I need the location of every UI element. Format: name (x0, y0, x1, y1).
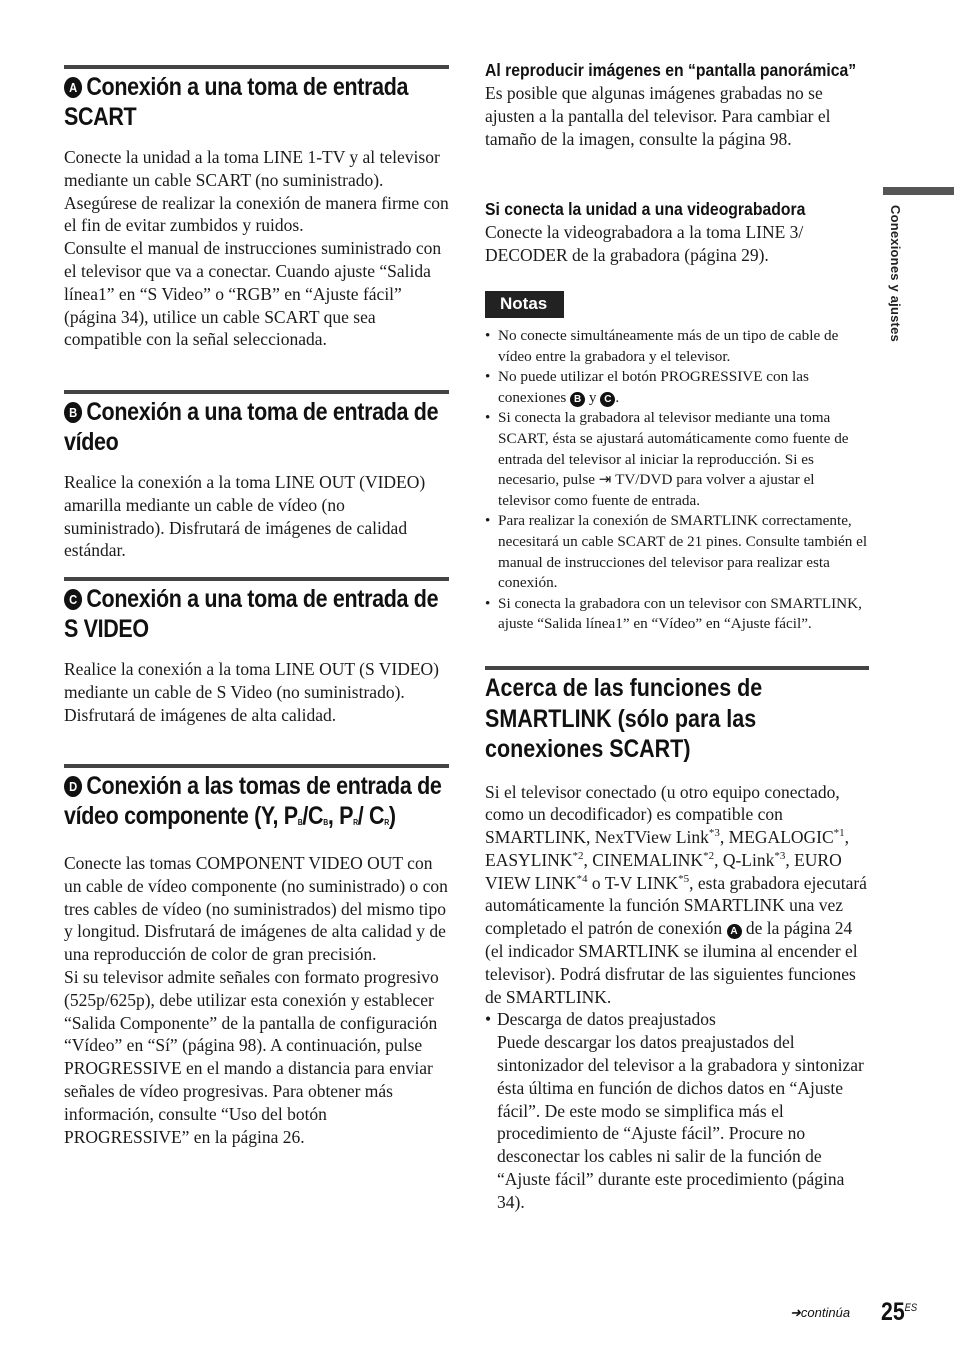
paragraph: Si su televisor admite señales con formato progresivo (525p/625p), debe utilizar esta conexión y establecer “Salida Componente” de la pantalla de configuración “Vídeo” en “Sí” (página 98). A continuación, pulse PROGRESSIVE en el mando a distancia para enviar señales de vídeo progresivas. Para obtener más información, consulte “Uso del botón PROGRESSIVE” en la página 26. (64, 966, 439, 1147)
section-rule (64, 390, 449, 394)
paragraph: Conecte la videograbadora a la toma LINE 3/ DECODER de la grabadora (página 29). (485, 222, 804, 265)
badge-c-icon: C (600, 392, 615, 407)
section-scart (64, 65, 449, 351)
badge-b: B (64, 402, 82, 423)
paragraph: Realice la conexión a la toma LINE OUT (S VIDEO) mediante un cable de S Video (no suministrado). Disfrutará de imágenes de alta calidad. (64, 659, 440, 725)
note-item: • Si conecta la grabadora con un televisor con SMARTLINK, ajuste “Salida línea1” en “Vídeo” en “Ajuste fácil”. (485, 594, 869, 635)
badge-a-icon: A (727, 924, 742, 939)
section-body (64, 658, 449, 726)
section-heading: A Conexión a una toma de entrada SCART (64, 73, 409, 131)
notes-list (485, 326, 869, 635)
subsection-widescreen (485, 58, 869, 150)
section-heading: D Conexión a las tomas de entrada de vídeo componente (Y, PB/CB, PR/ CR) (64, 772, 442, 830)
section-rule (64, 764, 449, 768)
section-smartlink (485, 666, 869, 1214)
section-rule (64, 577, 449, 581)
badge-a: A (64, 77, 82, 98)
section-rule (64, 65, 449, 69)
badge-b-icon: B (570, 392, 585, 407)
paragraph: Realice la conexión a la toma LINE OUT (VIDEO) amarilla mediante un cable de vídeo (no suministrado). Disfrutará de imágenes de calidad estándar. (64, 472, 426, 561)
section-heading: Acerca de las funciones de SMARTLINK (sólo para las conexiones SCART) (485, 674, 763, 763)
subsection-heading: Al reproducir imágenes en “pantalla panorámica” (485, 60, 857, 80)
subsection-vcr (485, 197, 869, 267)
side-tab-marker (883, 187, 954, 195)
note-item: • No puede utilizar el botón PROGRESSIVE con las conexiones B y C . (485, 367, 869, 408)
section-component (64, 764, 449, 1148)
note-item: • Si conecta la grabadora al televisor mediante una toma SCART, ésta se ajustará automáticamente como fuente de entrada del televisor al iniciar la reproducción. Si es necesario, pulse ⇥ TV/DVD para volver a ajustar el televisor como fuente de entrada. (485, 408, 869, 511)
input-select-icon: ⇥ (598, 471, 612, 489)
list-item (485, 1008, 869, 1213)
subsection-heading: Si conecta la unidad a una videograbadora (485, 199, 806, 219)
section-svideo (64, 577, 449, 726)
note-item: • No conecte simultáneamente más de un tipo de cable de vídeo entre la grabadora y el televisor. (485, 326, 869, 367)
page-number: $25^{ES}$ (881, 1298, 918, 1326)
notes-label: Notas (485, 291, 564, 318)
section-body (64, 471, 449, 562)
paragraph: Si el televisor conectado (u otro equipo conectado, como un decodificador) es compatible con SMARTLINK, NexTView Link$^{*3}$, MEGALOGIC$^{*1}$, EASYLINK$^{*2}$, CINEMALINK$^{*2}$, Q-Link$^{*3}$, EURO VIEW LINK$^{*4}$ o T-V LINK$^{*5}$, esta grabadora ejecutará automáticamente la función SMARTLINK una vez completado el patrón de conexión A de la página 24 (el indicador SMARTLINK se ilumina al encender el televisor). Podrá disfrutar de las siguientes funciones de SMARTLINK. (485, 781, 867, 1007)
section-body (64, 852, 449, 1148)
continues-indicator: ➜continúa (790, 1305, 851, 1320)
section-rule (485, 666, 869, 670)
section-heading: B Conexión a una toma de entrada de vídeo (64, 398, 439, 456)
side-tab-label: Conexiones y ajustes (888, 205, 903, 342)
section-body (64, 146, 449, 351)
list-item-title: • Descarga de datos preajustados (497, 1009, 716, 1030)
paragraph: Conecte las tomas COMPONENT VIDEO OUT con un cable de vídeo componente (no suministrado) o con tres cables de vídeo (no suministrados) del mismo tipo y longitud. Disfrutará de imágenes de alta calidad y de una reproducción de color de gran precisión. (64, 853, 448, 965)
paragraph: Consulte el manual de instrucciones suministrado con el televisor que va a conectar. Cuando ajuste “Salida línea1” en “S Video” o “RGB” en “Ajuste fácil” (página 34), utilice un cable SCART que sea compatible con la señal seleccionada. (64, 238, 442, 350)
notes-box (485, 291, 869, 635)
section-body (485, 781, 869, 1214)
section-heading: C Conexión a una toma de entrada de S VIDEO (64, 585, 439, 643)
badge-c: C (64, 589, 82, 610)
list-item-text: Puede descargar los datos preajustados del sintonizador del televisor a la grabadora y sintonizar ésta última en función de dichos datos en “Ajuste fácil”. De este modo se simplifica más el procedimiento de “Ajuste fácil”. Procure no desconectar los cables ni salir de la función de “Ajuste fácil” durante este procedimiento (página 34). (497, 1032, 864, 1212)
note-item: • Para realizar la conexión de SMARTLINK correctamente, necesitará un cable SCART de 21 pines. Consulte también el manual de instrucciones del televisor para realizar esta conexión. (485, 511, 869, 593)
paragraph: Conecte la unidad a la toma LINE 1-TV y al televisor mediante un cable SCART (no suministrado). Asegúrese de realizar la conexión de manera firme con el fin de evitar zumbidos y ruidos. (64, 147, 449, 236)
section-video (64, 390, 449, 562)
arrow-right-icon: ➜ (790, 1305, 801, 1320)
badge-d: D (64, 776, 82, 797)
paragraph: Es posible que algunas imágenes grabadas no se ajusten a la pantalla del televisor. Para cambiar el tamaño de la imagen, consulte la página 98. (485, 83, 831, 149)
